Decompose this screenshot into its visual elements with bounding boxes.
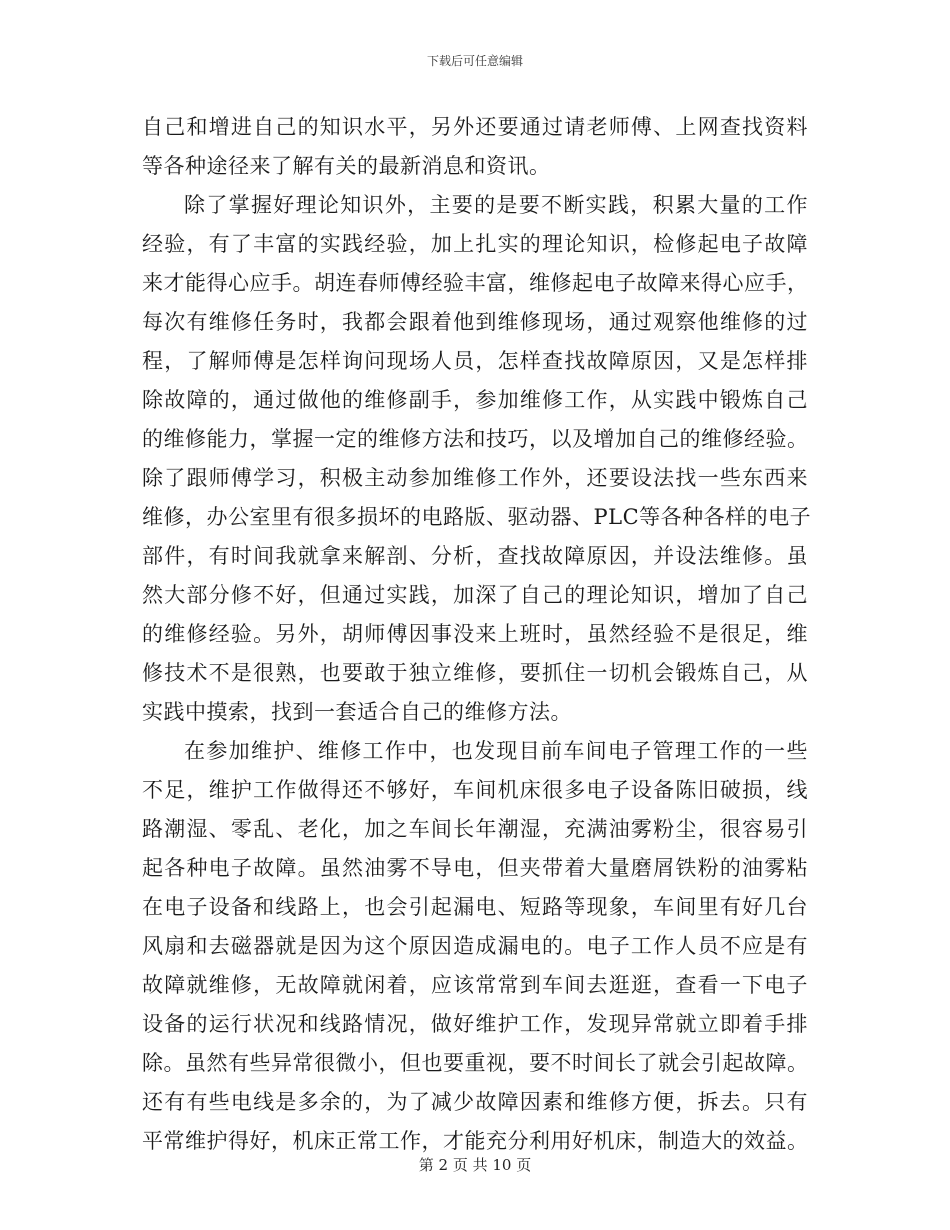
paragraph: [142, 186, 812, 732]
text-line: 还有有些电线是多余的，为了减少故障因素和维修方便，拆去。只有: [142, 1090, 808, 1114]
text-line: 除故障的，通过做他的维修副手，参加维修工作，从实践中锻炼自己: [142, 388, 808, 412]
text-line: 实践中摸索，找到一套适合自己的维修方法。: [142, 700, 572, 724]
paragraph: [142, 108, 808, 186]
text-line: 修技术不是很熟，也要敢于独立维修，要抓住一切机会锻炼自己，从: [142, 661, 808, 685]
text-line: 在参加维护、维修工作中，也发现目前车间电子管理工作的一些: [184, 739, 808, 763]
text-line: 程，了解师傅是怎样询问现场人员，怎样查找故障原因，又是怎样排: [142, 349, 808, 373]
text-line: 等各种途径来了解有关的最新消息和资讯。: [142, 154, 551, 178]
text-line: 风扇和去磁器就是因为这个原因造成漏电的。电子工作人员不应是有: [142, 934, 808, 958]
text-line: 自己和增进自己的知识水平，另外还要通过请老师傅、上网查找资料: [142, 115, 808, 139]
text-line: 平常维护得好，机床正常工作，才能充分利用好机床，制造大的效益。: [142, 1129, 809, 1153]
text-line: 故障就维修，无故障就闲着，应该常常到车间去逛逛，查看一下电子: [142, 973, 808, 997]
paragraph: [142, 732, 808, 1161]
text-line: 不足，维护工作做得还不够好，车间机床很多电子设备陈旧破损，线: [142, 778, 808, 802]
text-line: 来才能得心应手。胡连春师傅经验丰富，维修起电子故障来得心应手，: [142, 271, 809, 295]
page-header: 下载后可任意编辑: [426, 54, 523, 68]
document-body: [142, 108, 812, 1161]
text-line: 然大部分修不好，但通过实践，加深了自己的理论知识，增加了自己: [142, 583, 808, 607]
text-line: 的维修能力，掌握一定的维修方法和技巧，以及增加自己的维修经验。: [142, 427, 809, 451]
text-line: 每次有维修任务时，我都会跟着他到维修现场，通过观察他维修的过: [142, 310, 808, 334]
text-line: 经验，有了丰富的实践经验，加上扎实的理论知识，检修起电子故障: [142, 232, 808, 256]
text-line: 除。虽然有些异常很微小，但也要重视，要不时间长了就会引起故障。: [142, 1051, 809, 1075]
text-line: 的维修经验。另外，胡师傅因事没来上班时，虽然经验不是很足，维: [142, 622, 808, 646]
text-line: 维修，办公室里有很多损坏的电路版、驱动器、PLC等各种各样的电子: [142, 505, 812, 529]
text-line: 起各种电子故障。虽然油雾不导电，但夹带着大量磨屑铁粉的油雾粘: [142, 856, 808, 880]
text-line: 除了跟师傅学习，积极主动参加维修工作外，还要设法找一些东西来: [142, 466, 808, 490]
page-footer: 第 2 页 共 10 页: [418, 1156, 532, 1174]
text-line: 在电子设备和线路上，也会引起漏电、短路等现象，车间里有好几台: [142, 895, 808, 919]
text-line: 除了掌握好理论知识外，主要的是要不断实践，积累大量的工作: [184, 193, 808, 217]
text-line: 设备的运行状况和线路情况，做好维护工作，发现异常就立即着手排: [142, 1012, 808, 1036]
text-line: 部件，有时间我就拿来解剖、分析，查找故障原因，并设法维修。虽: [142, 544, 808, 568]
text-line: 路潮湿、零乱、老化，加之车间长年潮湿，充满油雾粉尘，很容易引: [142, 817, 808, 841]
